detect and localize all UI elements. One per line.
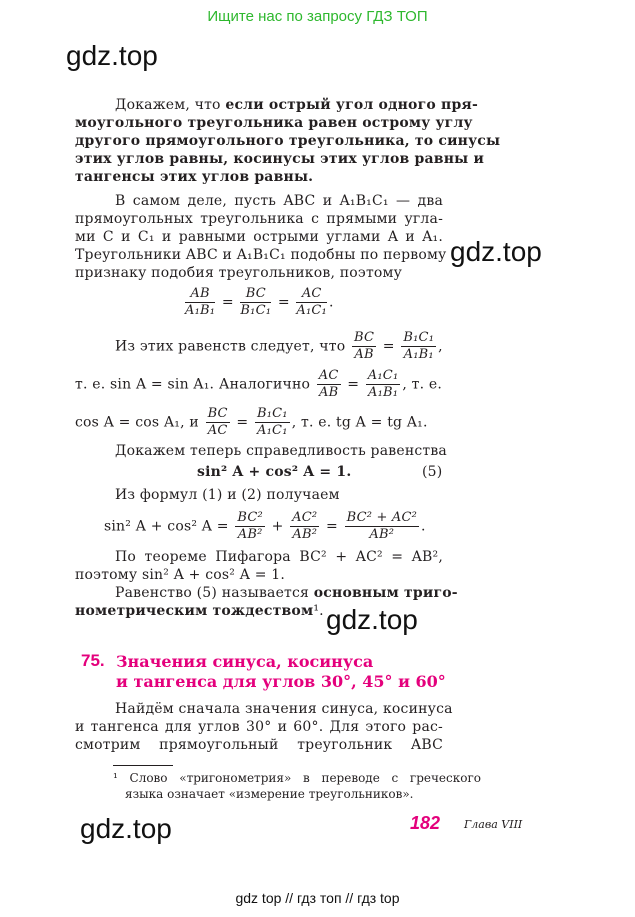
footnote-rule xyxy=(113,765,173,766)
fraction: $\frac{\text{BC² + AC²}}{\text{AB²}}$ xyxy=(346,510,418,542)
footer-links[interactable]: gdz top // гдз топ // гдз top xyxy=(235,890,400,906)
tangent-ratio-line: cos A = cos A₁, и $\frac{BC}{AC}$ = $\frac{\text{B₁C₁}}{\text{A₁C₁}}$ , т. е. tg A = tg A₁. xyxy=(75,406,428,438)
fraction: $\frac{BC}{\text{B₁C₁}}$ xyxy=(240,286,272,318)
paragraph-line: поэтому sin² A + cos² A = 1. xyxy=(75,567,286,583)
paragraph-line: другого прямоугольного треугольника, то синусы xyxy=(75,133,501,149)
section-title: и тангенса для углов 30°, 45° и 60° xyxy=(116,672,446,691)
paragraph-line: Равенство (5) называется основным триго- xyxy=(115,585,458,601)
paragraph-line: моугольного треугольника равен острому углу xyxy=(75,115,473,131)
footnote-line: языка означает «измерение треугольников». xyxy=(125,787,414,801)
section-number: 75. xyxy=(81,651,105,670)
formula-number: (5) xyxy=(422,464,443,480)
paragraph-line: В самом деле, пусть ABC и A₁B₁C₁ — два xyxy=(115,193,443,209)
sine-ratio-line: Из этих равенств следует, что $\frac{BC}{AB}$ = $\frac{\text{B₁C₁}}{\text{A₁B₁}}$ , xyxy=(115,330,443,362)
fraction: $\frac{AC}{AB}$ xyxy=(318,368,339,400)
fraction: $\frac{\text{AC²}}{\text{AB²}}$ xyxy=(292,510,318,542)
paragraph-line: признаку подобия треугольников, поэтому xyxy=(75,265,403,281)
fraction: $\frac{BC}{AC}$ xyxy=(207,406,228,438)
page-number: 182 xyxy=(410,813,441,833)
paragraph-line: ми C и C₁ и равными острыми углами A и A₁. xyxy=(75,229,443,245)
fraction: $\frac{AB}{\text{A₁B₁}}$ xyxy=(185,286,216,318)
section-title: Значения синуса, косинуса xyxy=(116,652,374,671)
paragraph-line: смотрим прямоугольный треугольник ABC xyxy=(75,737,443,753)
watermark: gdz.top xyxy=(326,604,418,635)
watermark: gdz.top xyxy=(66,40,158,71)
identity-derivation: sin² A + cos² A = $\frac{\text{BC²}}{\text{AB²}}$ + $\frac{\text{AC²}}{\text{AB²}}$ = $\frac{\text{BC² + AC²}}{\text{AB²}}$ . xyxy=(104,510,426,542)
watermark: gdz.top xyxy=(450,236,542,267)
chapter-label: Глава VIII xyxy=(464,818,523,831)
paragraph-line: Докажем теперь справедливость равенства xyxy=(115,443,447,459)
fraction: $\frac{\text{BC²}}{\text{AB²}}$ xyxy=(237,510,263,542)
paragraph-line: По теореме Пифагора BC² + AC² = AB², xyxy=(115,549,443,565)
footnote-line: ¹ Слово «тригонометрия» в переводе с греческого xyxy=(113,771,481,785)
paragraph-line: этих углов равны, косинусы этих углов равны и xyxy=(75,151,485,167)
cosine-ratio-line: т. е. sin A = sin A₁. Аналогично $\frac{AC}{AB}$ = $\frac{\text{A₁C₁}}{\text{A₁B₁}}$ , т. е. xyxy=(75,368,443,400)
paragraph-line: тангенсы этих углов равны. xyxy=(75,169,314,185)
fraction: $\frac{\text{B₁C₁}}{\text{A₁B₁}}$ xyxy=(403,330,435,362)
paragraph-line: Треугольники ABC и A₁B₁C₁ подобны по первому xyxy=(75,247,447,263)
paragraph-line: нометрическим тождеством¹. xyxy=(75,603,324,619)
paragraph-line: Из формул (1) и (2) получаем xyxy=(115,487,340,503)
fraction: $\frac{BC}{AB}$ xyxy=(353,330,375,362)
paragraph-line: и тангенса для углов 30° и 60°. Для этого рас- xyxy=(75,719,443,735)
fraction: $\frac{\text{B₁C₁}}{\text{A₁C₁}}$ xyxy=(256,406,288,438)
paragraph-line: Докажем, что если острый угол одного пря- xyxy=(115,97,478,113)
fraction: $\frac{AC}{\text{A₁C₁}}$ xyxy=(296,286,327,318)
paragraph-line: Найдём сначала значения синуса, косинуса xyxy=(115,701,453,717)
ratio-equation: $\frac{AB}{\text{A₁B₁}}$ = $\frac{BC}{\text{B₁C₁}}$ = $\frac{AC}{\text{A₁C₁}}$ . xyxy=(185,286,334,318)
fraction: $\frac{\text{A₁C₁}}{\text{A₁B₁}}$ xyxy=(367,368,399,400)
paragraph-line: прямоугольных треугольника с прямыми угла- xyxy=(75,211,443,227)
watermark: gdz.top xyxy=(80,813,172,844)
identity-formula: sin² A + cos² A = 1. xyxy=(197,464,352,480)
search-hint-link[interactable]: Ищите нас по запросу ГДЗ ТОП xyxy=(207,8,428,25)
